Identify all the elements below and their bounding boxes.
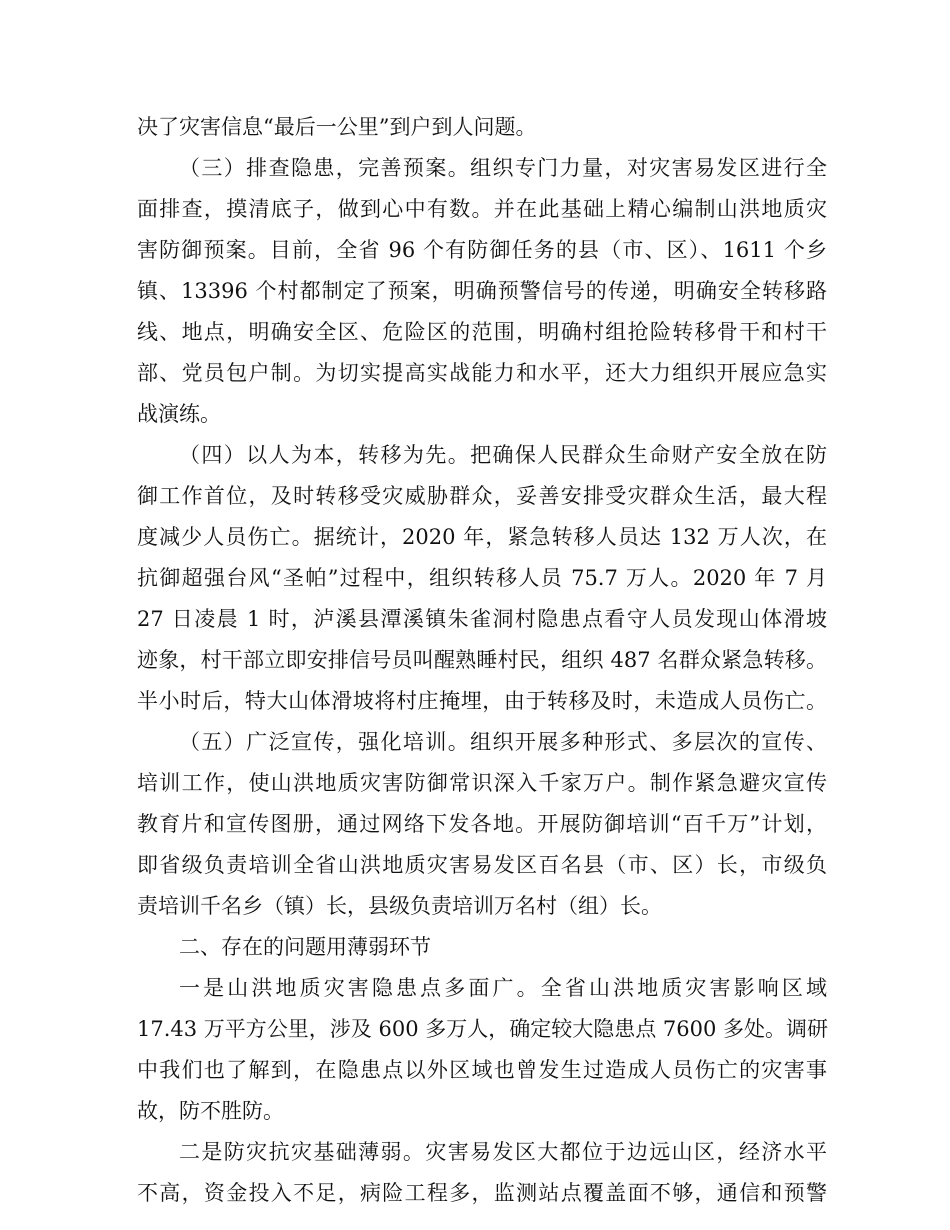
text-line: 教育片和宣传图册，通过网络下发各地。开展防御培训“百千万”计划， [137, 812, 827, 836]
text-line: 部、党员包户制。为切实提高实战能力和水平，还大力组织开展应急实 [137, 361, 827, 385]
text-line: 责培训千名乡（镇）长，县级负责培训万名村（组）长。 [137, 894, 662, 918]
text-line: （五）广泛宣传，强化培训。组织开展多种形式、多层次的宣传、 [179, 730, 827, 754]
text-line: 面排查，摸清底子，做到心中有数。并在此基础上精心编制山洪地质灾 [137, 197, 827, 221]
text-line: 故，防不胜防。 [137, 1099, 284, 1123]
text-line: （三）排查隐患，完善预案。组织专门力量，对灾害易发区进行全 [179, 156, 827, 180]
text-line: 迹象，村干部立即安排信号员叫醒熟睡村民，组织 487 名群众紧急转移。 [137, 648, 827, 672]
text-line: 不高，资金投入不足，病险工程多，监测站点覆盖面不够，通信和预警 [137, 1181, 827, 1205]
text-line: 二是防灾抗灾基础薄弱。灾害易发区大都位于边远山区，经济水平 [179, 1140, 827, 1164]
text-line: （四）以人为本，转移为先。把确保人民群众生命财产安全放在防 [179, 443, 827, 467]
text-line: 一是山洪地质灾害隐患点多面广。全省山洪地质灾害影响区域 [179, 976, 827, 1000]
document-body [137, 107, 827, 1214]
section-heading: 二、存在的问题用薄弱环节 [179, 935, 431, 959]
text-line: 中我们也了解到，在隐患点以外区域也曾发生过造成人员伤亡的灾害事 [137, 1058, 827, 1082]
text-line: 战演练。 [137, 402, 221, 426]
text-line: 17.43 万平方公里，涉及 600 多万人，确定较大隐患点 7600 多处。调研 [137, 1017, 829, 1041]
text-line: 度减少人员伤亡。据统计，2020 年，紧急转移人员达 132 万人次，在 [137, 525, 827, 549]
text-line: 抗御超强台风“圣帕”过程中，组织转移人员 75.7 万人。2020 年 7 月 [137, 566, 827, 590]
text-line: 御工作首位，及时转移受灾威胁群众，妥善安排受灾群众生活，最大程 [137, 484, 827, 508]
text-line: 害防御预案。目前，全省 96 个有防御任务的县（市、区）、1611 个乡 [137, 238, 827, 262]
text-line: 线、地点，明确安全区、危险区的范围，明确村组抢险转移骨干和村干 [137, 320, 827, 344]
text-line: 决了灾害信息“最后一公里”到户到人问题。 [137, 115, 537, 139]
text-line: 即省级负责培训全省山洪地质灾害易发区百名县（市、区）长，市级负 [137, 853, 827, 877]
text-line: 培训工作，使山洪地质灾害防御常识深入千家万户。制作紧急避灾宣传 [137, 771, 827, 795]
text-line: 半小时后，特大山体滑坡将村庄掩埋，由于转移及时，未造成人员伤亡。 [137, 689, 827, 713]
text-line: 镇、13396 个村都制定了预案，明确预警信号的传递，明确安全转移路 [137, 279, 827, 303]
text-line: 27 日凌晨 1 时，泸溪县潭溪镇朱雀洞村隐患点看守人员发现山体滑坡 [137, 607, 827, 631]
